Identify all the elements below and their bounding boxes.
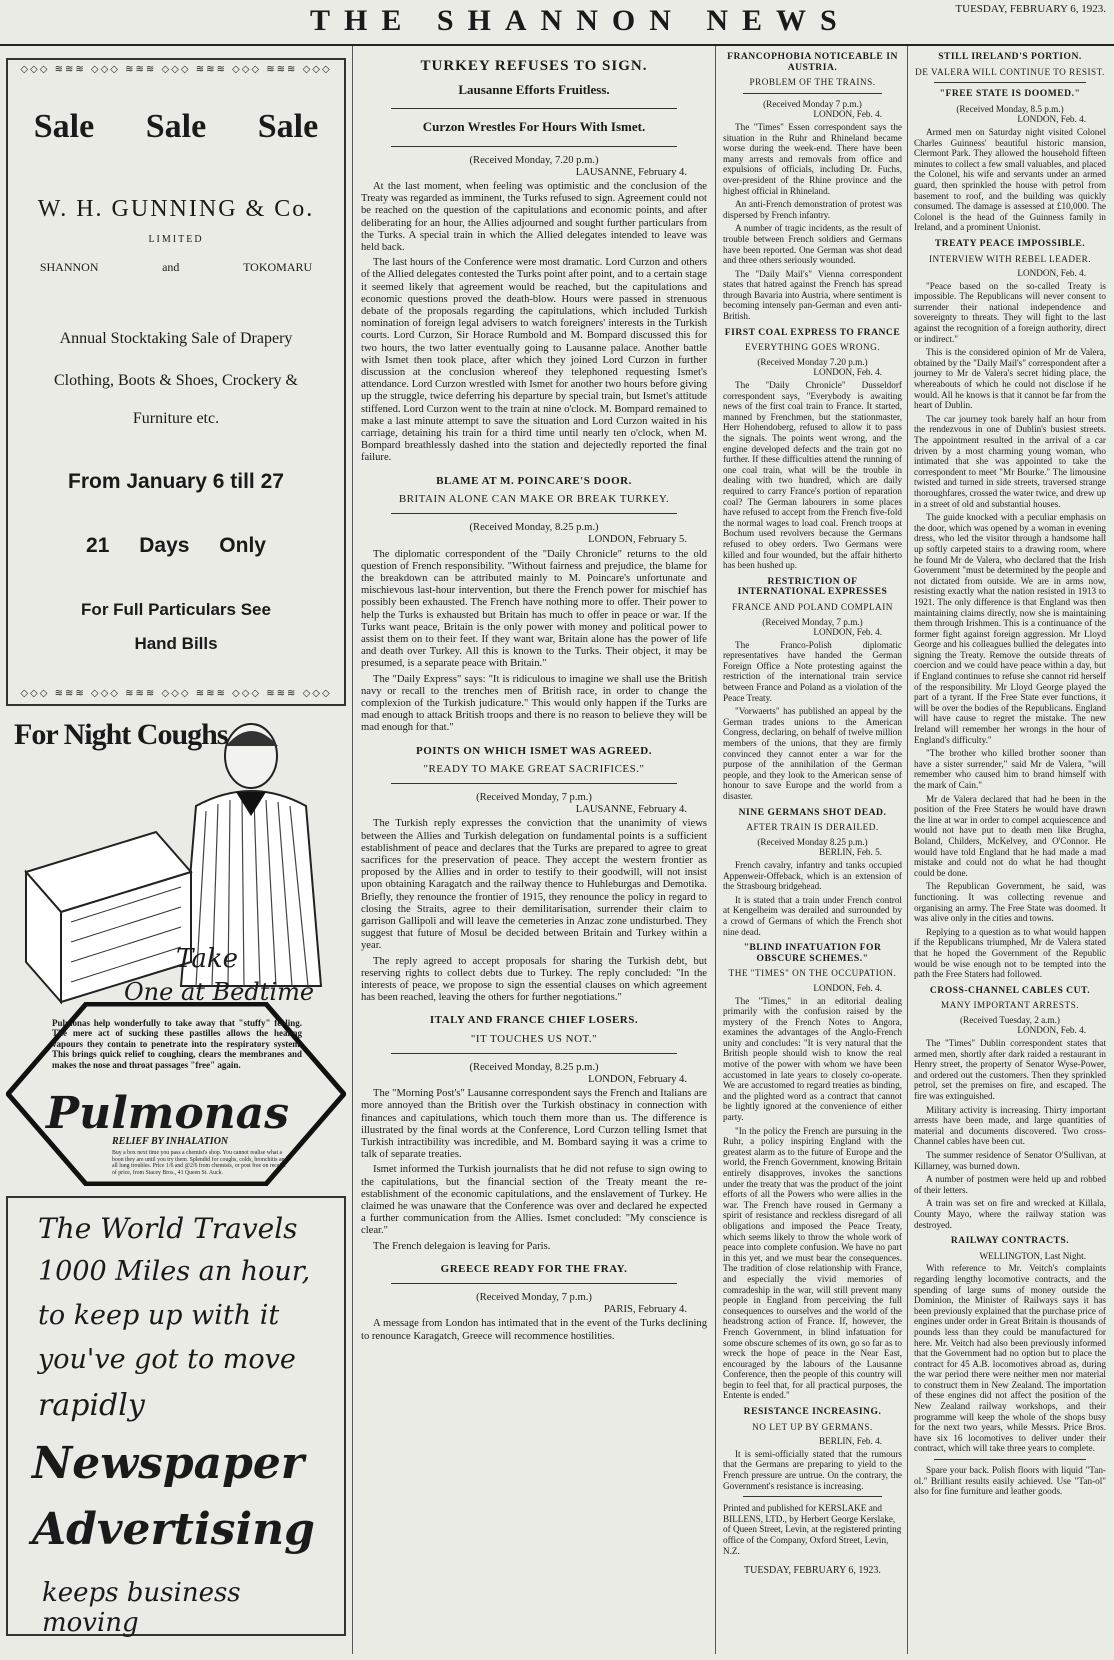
headline-blame: BLAME AT M. POINCARE'S DOOR. [436,474,632,487]
sale-line-1: Annual Stocktaking Sale of Drapery [59,330,293,347]
dateline: LONDON, Feb. 4. [813,109,882,120]
sale-days: 21 Days Only [86,534,266,557]
article-paragraph: The car journey took barely half an hour from the rendezvous in one of Dublin's busiest streets. The appointment resulted in the arrival of a car driven by a most charming young woman, who intimated that she was appointed to take the correspondent to meet "Mr Bourke." The limousine twisted and turned in side streets, traversed strange thoroughfares, crossed the water twice, and drew up in a street of old and substantial houses. [914,413,1106,509]
article-paragraph: French cavalry, infantry and tanks occupied Appenweir-Offeback, which is an extension of the Strasbourg bridgehead. [723,859,902,892]
received-time: (Received Monday, 7 p.m.) [762,616,863,627]
article-paragraph: Replying to a question as to what would happen if the Republicans triumphed, Mr de Valera stated that he hoped the Government of the Republic would be wise enough not to be tempted into the path the Free Staters had followed. [914,926,1106,980]
article-paragraph: "Peace based on the so-called Treaty is impossible. The Republicans will never consent to surrender their national independence and sovereignty to threats. They will fight to the last against the recognition of a foreign authority, direct or indirect." [914,280,1106,344]
pulmonas-tagline: RELIEF BY INHALATION [112,1136,229,1147]
sale-particulars: For Full Particulars See [81,600,271,619]
article-paragraph: The Republican Government, he said, was functioning. It was collecting revenue and organising an army. The Free State was doomed. It was alive only in the cities and towns. [914,881,1106,924]
received-time: (Received Monday, 8.25 p.m.) [469,1061,599,1073]
divider [743,1496,882,1497]
bottom-date: TUESDAY, FEBRUARY 6, 1923. [744,1565,881,1577]
article-paragraph: It is semi-officially stated that the rumours that the Germans are preparing to yield to the French pressure are untrue. On the contrary, the Government's resistance is increasing. [723,1448,902,1491]
article-paragraph: The "Daily Express" says: "It is ridiculous to imagine we shall use the British navy or recall to the trenches men of British race, in order to change the complexion of the Turkish judicature." This would only happen if the Turks are mad enough to attack British troops and there is no reason to believe they will be mad enough for that." [361,673,707,734]
subhead-lausanne: Lausanne Efforts Fruitless. [458,82,610,98]
subhead: AFTER TRAIN IS DERAILED. [746,822,879,833]
sale-word: Sale [145,108,207,145]
subhead: BRITAIN ALONE CAN MAKE OR BREAK TURKEY. [398,492,670,505]
pulmonas-ad [6,716,346,1188]
divider [391,108,677,109]
divider [743,93,882,94]
headline-coal-express: FIRST COAL EXPRESS TO FRANCE [724,326,901,338]
newspaper-title: THE SHANNON NEWS [310,4,851,37]
received-time: (Received Tuesday, 2 a.m.) [960,1014,1060,1025]
pulmonas-brand: Pulmonas [46,1088,289,1139]
received-time: (Received Monday, 7.20 p.m.) [469,154,599,166]
masthead [0,0,1114,46]
dateline: LONDON, Feb. 4. [813,627,882,638]
issue-date: TUESDAY, FEBRUARY 6, 1923. [955,3,1106,15]
article-paragraph: The Turkish reply expresses the conviction that the unanimity of views between the Allies and Turkish delegation on fundamental points is a sufficient establishment of peace and declares that the Turks are prepared to agree to great sacrifices for the preservation of peace. They accept the western frontier as proposed by the Allies and in order to testify to their goodwill, will not insist upon obtaining Karagatch and the railway thence to Huhleburgas and Demotika. Briefly, they renounce the frontier of 1915, they renounce the policy in regard to closing the Straits, agree to their demilitarisation, surrender their claim to garrison Gallipoli and will leave the cemeteries in Anzac zone undisturbed. They suggest that future of Mosul be decided between Britain and Turkey within a year. [361,818,707,952]
subhead: INTERVIEW WITH REBEL LEADER. [928,253,1092,264]
advert-line: rapidly [38,1388,145,1423]
headline-francophobia: FRANCOPHOBIA NOTICEABLE IN AUSTRIA. [727,51,898,73]
article-paragraph: A message from London has intimated that in the event of the Turks declining to renounce Karagatch, Greece will recommence hostilities. [361,1318,707,1342]
headline-resistance: RESISTANCE INCREASING. [743,1406,882,1418]
article-paragraph: The "Times," in an editorial dealing primarily with the confusion raised by the mystery of the French Notes to Angora, examines the advantages of the Anglo-French unity and concludes: "It is very natural that the British people should wish to know the real motive of the power with whom we have been accustomed in late years to closely co-operate. We are accustomed to regard treaties as binding, and the plighted word as a contract that cannot be lightly ignored at the convenience of either party. [723,995,902,1123]
company-towns [8,260,344,275]
sale-headline [8,108,344,146]
subhead: PROBLEM OF THE TRAINS. [749,77,876,88]
sale-word: Sale [257,108,319,145]
headline-treaty-peace: TREATY PEACE IMPOSSIBLE. [934,237,1086,249]
article-paragraph: Armed men on Saturday night visited Colonel Charles Guinness' beautiful historic mansion, Clermont Park. They allowed the household fifteen minutes to collect a few small valuables, and placed the Colonel, his wife and servants under an armed guard, then sprinkled the house with petrol from basement to roof, and the building was quickly consumed. The damage is assessed at £10,000. The Colonel is the head of the Guinness family in Ireland, and a prominent Unionist. [914,126,1106,233]
article-paragraph: The French delegaion is leaving for Paris. [373,1240,551,1252]
article-paragraph: The "Daily Chronicle" Dusseldorf correspondent says, "Everybody is awaiting news of the first coal train to France. It started, manned by Frenchmen, but the stationmaster, Herr Hohendoberg, refused to allow it to pass the signals. The points went wrong, and the engine developed defects and the train got no further. If these difficulties attend the running of one coal train, what will be the trouble in dealing with two hundred, which are daily required to carry France's portion of reparation coal? The German labourers in some places have refused to accept from the French five-fold the normal wages to load coal. French troops at Bochum used revolvers because the Germans refused to obey orders. Two Germans were killed and four wounded, but the affair hitherto has been hushed up. [723,380,902,571]
column-2 [352,46,716,1654]
subhead-free-state: "FREE STATE IS DOOMED." [939,88,1081,100]
dateline: LAUSANNE, February 4. [575,804,687,816]
sale-word: Sale [33,108,95,145]
sale-line-3: Furniture etc. [132,410,220,427]
advert-line: The World Travels [38,1212,298,1245]
subhead: "READY TO MAKE GREAT SACRIFICES." [423,762,645,775]
received-time: (Received Monday, 8.25 p.m.) [469,522,599,534]
article-paragraph: At the last moment, when feeling was optimistic and the conclusion of the Treaty was regarded as imminent, the Turks refused to sign. Agreement could not be reached on the question of the capitulations and economic points, and after deliberating for an hour, the Allies adjourned and sought further particulars from the Turks. A special train in which the Allied delegates intended to leave was held back. [361,181,707,254]
subhead: "IT TOUCHES US NOT." [470,1032,598,1045]
tanol-ad: Spare your back. Polish floors with liquid "Tan-ol." Brilliant results easily achieved. Use "Tan-ol" also for fine furniture and leather goods. [914,1465,1106,1497]
article-paragraph: Ismet informed the Turkish journalists that he did not refuse to sign owing to the capitulations, but the financial section of the Treaty meant the re-establishment of the economic capitulations, and the enslavement of Turkey. He claimed he was unaware that the Conference was over and declared he expected a further communication from the Allies. Ismet concluded: "My conscience is clear." [361,1164,707,1237]
received-time: (Received Monday 7.20 p.m.) [757,356,868,367]
subhead: FRANCE AND POLAND COMPLAIN [732,601,893,612]
column-3 [718,46,908,1654]
dateline: LONDON, Feb. 4. [1017,268,1086,279]
divider [934,1459,1086,1460]
town: SHANNON [39,260,99,274]
dateline: LONDON, Feb. 4. [1017,1025,1086,1036]
dateline: LONDON, Feb. 4. [813,982,882,993]
printer-imprint: Printed and published for KERSLAKE and BILLENS, LTD., by Herbert George Kerslake, of Queen Street, Levin, at the registered printing office of the Company, Oxford Street, Levin, N.Z. [723,1503,902,1556]
headline-restriction: RESTRICTION OF INTERNATIONAL EXPRESSES [737,575,888,598]
article-paragraph: The reply agreed to accept proposals for sharing the Turkish debt, but reserving rights to collect debts due to Turkey. The reply concluded: "In the interests of peace, we propose to sign the essential clauses on which agreement has been reached, leaving the others for further negotiations." [361,955,707,1004]
headline-cables-cut: CROSS-CHANNEL CABLES CUT. [929,984,1091,996]
sale-dates: From January 6 till 27 [68,470,284,493]
company-limited: LIMITED [148,234,204,245]
pulmonas-headline: For Night Coughs [14,718,228,751]
dateline: LONDON, Feb. 4. [813,367,882,378]
headline-italy: ITALY AND FRANCE CHIEF LOSERS. [429,1014,639,1027]
article-paragraph: "The brother who killed brother sooner than have a sister surrender," said Mr de Valera, "will remember who caused him to brand himself with the mark of Cain." [914,748,1106,790]
article-paragraph: The diplomatic correspondent of the "Daily Chronicle" returns to the old question of French responsibility. "Without fairness and prejudice, the blame for the breakdown can be attributed mainly to M. Poincare's unfortunate and mischievous last-hour intervention, but there the French power for mischief has possibly been exhausted. The French have nothing more to offer. Their power to help the Turks is exhausted but Britain has much to offer in peace or war. If the Turks want peace, Britain is the only power with money and political power to assist them on to their feet. If they want war, Britain alone has the power of life and death over Turkey. All this is known to the Turks. Their object, it may be presumed, is a separate peace with Britain." [361,548,707,670]
advert-line: Advertising [32,1504,315,1555]
article-paragraph: An anti-French demonstration of protest was dispersed by French infantry. [723,199,902,220]
subhead: THE "TIMES" ON THE OCCUPATION. [728,968,897,979]
headline-railway: RAILWAY CONTRACTS. [950,1235,1070,1247]
article-paragraph: The last hours of the Conference were most dramatic. Lord Curzon and others of the Allied delegates contested the Turks point after point, and to a certain stage it seemed likely that agreement would be reached, but the capitulations and economic questions proved the death-blow. Hours were passed in strenuous debate of the proposals regarding the capitulations, which included Turkish nomination of foreign legal advisers to watch foreigners' interests in the Turkish courts. Lord Curzon, Sir Horace Rumbold and M. Bompard discussed this for two hours, the two latter eventually going to Lausanne palace. Another battle with Ismet then took place, after which they joined Lord Curzon in further discussion at the conclusion whereof they telephoned requesting Ismet's attendance. Lord Curzon wrestled with Ismet for another two hours before giving up the struggle, twice deferring his departure by special train, but Ismet's attitude stiffened. Lord Curzon went to the train at nine o'clock. M. Bompard remained to make a last minute attempt to save the situation and Lord Curzon waited in his carriage, detaining his train for a third time until nearly ten o'clock, when M. Bompard breathlessly dashed into the station and dejectedly reported the final failure. [361,257,707,464]
article-paragraph: The "Times" Dublin correspondent states that armed men, shortly after dark raided a restaurant in Henry street, the property of Senator Wyse-Power, and ordered out the customers. Then they sprinkled petrol, set the premises on fire, and escaped. The fire was extinguished. [914,1038,1106,1102]
received-time: (Received Monday, 8.5 p.m.) [956,103,1064,114]
article-paragraph: Military activity is increasing. Thirty important arrests have been made, and large quantities of material and documents discovered. Two cross-Channel cables have been cut. [914,1104,1106,1147]
article-paragraph: This is the considered opinion of Mr de Valera, obtained by the "Daily Mail's" correspondent after a journey to Mr de Valera's secret hiding place, the whereabouts of which he could not disclose if he would. All he knows is that it cannot be far from the heart of Dublin. [914,347,1106,411]
article-paragraph: With reference to Mr. Veitch's complaints regarding lengthy locomotive contracts, and the spending of large sums of money outside the Dominion, the Minister of Railways says it has been previously explained that the purchase price of engines under order in Great Britain is thousands of pounds less than they could be manufactured for here. Mr. Veitch had also been previously informed that the Government had no option but to place the contract for 45 A.B. locomotives abroad as, during the war period there were neither men nor material to construct them in New Zealand. The importation of these engines did not affect the position of the New Zealand railway workshops, and their programme will keep the whole of the shops busy for the next two years, while Messrs. Price Bros. have six 16 locomotives to deliver under their contract, which will take three years to complete. [914,1263,1106,1454]
dateline: LONDON, February 5. [588,534,687,546]
sale-handbills: Hand Bills [134,634,218,653]
divider [391,146,677,147]
article-paragraph: Mr de Valera declared that had he been in the position of the Free Staters he would have drawn the line at war in order to compel acquiescence and would not have put to death men like Brugha, Boland, Childers, McKelvey, and O'Connor. He would have told England that he had made a mad mistake and could not do what he had thought could be done. [914,793,1106,878]
company-name: W. H. GUNNING & Co. [37,196,315,222]
article-paragraph: A number of tragic incidents, as the result of trouble between French soldiers and Germans have been reported. One German was shot dead and three others seriously wounded. [723,223,902,266]
received-time: (Received Monday 8.25 p.m.) [757,836,868,847]
headline-nine-germans: NINE GERMANS SHOT DEAD. [738,806,887,818]
dateline: LAUSANNE, February 4. [575,166,687,178]
subhead-curzon: Curzon Wrestles For Hours With Ismet. [422,119,646,135]
received-time: (Received Monday 7 p.m.) [763,98,862,109]
received-time: (Received Monday, 7 p.m.) [476,791,592,803]
subhead: NO LET UP BY GERMANS. [752,1421,873,1432]
article-paragraph: It is stated that a train under French control at Kengelheim was derailed and surrounded by a crowd of Germans of which the French shot nine dead. [723,894,902,937]
article-paragraph: The "Daily Mail's" Vienna correspondent states that hatred against the French has spread through Bavaria into Austria, where sentiment is becoming intensely pan-German and even anti-British. [723,268,902,322]
received-time: (Received Monday, 7 p.m.) [476,1292,592,1304]
headline-ireland: STILL IRELAND'S PORTION. [938,51,1082,62]
dateline: PARIS, February 4. [603,1304,687,1316]
subhead: MANY IMPORTANT ARRESTS. [940,1000,1080,1011]
take-text: Take [176,944,238,974]
article-paragraph: "In the policy the French are pursuing in the Ruhr, a policy inspiring England with the greatest alarm as to the future of Europe and the world, the French Government, knowing Britain entirely disapproves, invokes the sanctions under the treaty that was the product of the joint efforts of all the Powers who were allies in the war. The French have roused in Germany a spirit of resistance and reckless disregard of all obligations and imposed the Peace Treaty, which seems likely to throw the whole work of peace into complete confusion. We have no part in this yet, and we must bear the consequences. The tradition of close relationship with France, and especially the vivid memories of comradeship in the war, will still prevent many people in England from perceiving the full consequences to ourselves and the world of the headstrong action of France. If, however, the French Government, in blind infatuation for some obscure schemes of its own, go so far as to wreck the hope of peace in the Near East, encouraged by the labours of the Lausanne Conference, then the people of this country will begin to feel that, for all practical purposes, the Entente is ended." [723,1125,902,1401]
advert-line: 1000 Miles an hour, [38,1256,311,1287]
subhead: DE VALERA WILL CONTINUE TO RESIST. [915,66,1105,77]
dateline: LONDON, Feb. 4. [1017,114,1086,125]
divider [391,783,677,784]
town: and [162,260,180,274]
gunning-sale-ad [6,58,346,706]
dateline: BERLIN, Feb. 5. [818,847,882,858]
bedtime-text: One at Bedtime [124,978,315,1006]
ornament-border: ◇◇◇ ≋≋≋ ◇◇◇ ≋≋≋ ◇◇◇ ≋≋≋ ◇◇◇ ≋≋≋ ◇◇◇ [20,64,332,75]
article-paragraph: The guide knocked with a peculiar emphasis on the door, which was opened by a woman in evening dress, who led the visitor through a handsome hall up softly carpeted stairs to a drawing room, where he found Mr de Valera, who declared that the Irish Government "must be determined by the people and not dictated from outside. We are in arms now, resisting exactly what the nation resisted in 1913 to 1921. The only difference is that England was then maintaining claims directly, now she is maintaining them through Irishmen. This is a continuance of the former fight against foreign aggression. Mr Lloyd George and his colleagues bullied the delegates into signing the Treaty. Remove the outside threats of coercion and we could have peace within a day, but if England continues to refuse she cannot rid herself of the responsibility. Mr Lloyd George played the part of a tyrant. If the Free State ever functions, it will be over the bodies of the Republicans. England will have cause to regret the mistake. The new Ireland will remember her wrongs in the hour of England's difficulty." [914,512,1106,745]
newspaper-advertising-ad [6,1196,346,1636]
dateline: BERLIN, Feb. 4. [818,1436,882,1447]
article-paragraph: The summer residence of Senator O'Sullivan, at Killarney, was burned down. [914,1150,1106,1171]
divider [934,82,1086,83]
headline-turkey: TURKEY REFUSES TO SIGN. [420,58,648,74]
dateline: LONDON, February 4. [588,1074,687,1086]
dateline: WELLINGTON, Last Night. [979,1250,1086,1261]
article-paragraph: The Franco-Polish diplomatic representatives have handed the German Foreign Office a Note protesting against the restriction of the international train service between France and Poland as a violation of the Peace Treaty. [723,639,902,703]
column-4 [910,46,1110,1654]
article-paragraph: The "Times" Essen correspondent says the situation in the Ruhr and Rhineland became worse during the week-end. There have been many arrests and removals from office and expulsions of officials, including Dr. Fuchs, over-president of the Rhine province and the highest official in Rhineland. [723,121,902,196]
divider [391,1283,677,1284]
headline-points: POINTS ON WHICH ISMET WAS AGREED. [416,744,652,757]
headline-greece: GREECE READY FOR THE FRAY. [440,1262,628,1275]
advert-line: you've got to move [38,1344,296,1375]
divider [391,513,677,514]
ornament-border: ◇◇◇ ≋≋≋ ◇◇◇ ≋≋≋ ◇◇◇ ≋≋≋ ◇◇◇ ≋≋≋ ◇◇◇ [20,688,332,699]
headline-blind-infatuation: "BLIND INFATUATION FOR OBSCURE SCHEMES." [743,942,882,964]
subhead: EVERYTHING GOES WRONG. [744,342,881,353]
advert-line: to keep up with it [38,1300,280,1331]
advert-line: keeps business moving [42,1578,241,1638]
sale-line-2: Clothing, Boots & Shoes, Crockery & [54,372,298,389]
article-paragraph: A number of postmen were held up and robbed of their letters. [914,1174,1106,1195]
advert-line: Newspaper [32,1438,305,1489]
divider [391,1053,677,1054]
article-paragraph: "Vorwaerts" has published an appeal by the German trades unions to the American Congress, declaring, on behalf of twelve million members of the unions, that they are firmly convinced they cannot enter a war for the purpose of the annihilation of the German people, and they look to the American sense of honour to save Europe and the world from a disaster. [723,706,902,801]
pulmonas-fine-print: Buy a box next time you pass a chemist's shop. You cannot realise what a boon they are until you try them. Splendid for coughs, colds, bronchitis and all lung troubles. Price 1/6 and @2/6 from chemists, or post free on receipt of price, from Stacey Bros., 41 Queen St. Auck. [112,1150,288,1176]
town: TOKOMARU [243,260,313,274]
pulmonas-body: Pulmonas help wonderfully to take away that "stuffy" feeling. The mere act of sucking these pastilles allows the healing vapours they contain to penetrate into the respiratory system. This brings quick relief to coughing, clears the membranes and makes the nose and throat passages "free" again. [52,1018,302,1070]
article-paragraph: The "Morning Post's" Lausanne correspondent says the French and Italians are more annoyed than the British over the Turkish obstinacy in connection with finances and capitulations, which touch them more than us. The difference is illustrated by the final words at the Conference, Lord Curzon telling Ismet that Turkish intractibility was incredible, and M. Bombard saying it was a crime to talk of separate treaties. [361,1088,707,1161]
article-paragraph: A train was set on fire and wrecked at Killala, County Mayo, where the railway station was destroyed. [914,1198,1106,1230]
